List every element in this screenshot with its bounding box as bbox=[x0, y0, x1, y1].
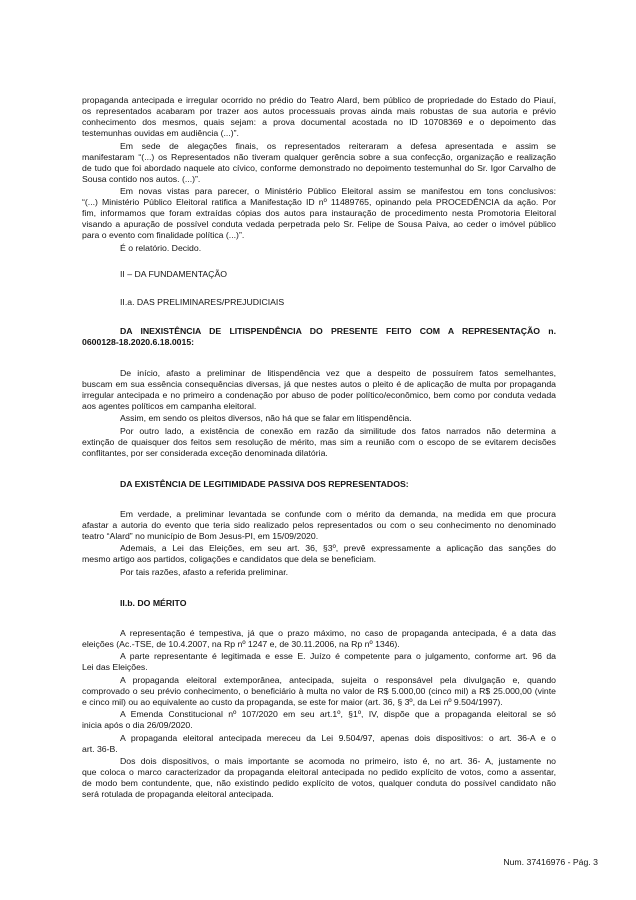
paragraph-merito-6 bbox=[82, 756, 556, 800]
text-line: Ademais, a Lei das Eleições, em seu art. 36, §3º, prevê expressamente a aplicação das sanções do bbox=[120, 543, 556, 553]
text-line: eleições (Ac.-TSE, de 10.4.2007, na Rp nº 1247 e, de 30.11.2006, na Rp nº 1346). bbox=[82, 638, 400, 649]
section-heading-fundamentacao: II – DA FUNDAMENTAÇÃO bbox=[120, 268, 227, 279]
text-line: A representação é tempestiva, já que o prazo máximo, no caso de propaganda antecipada, é a data das bbox=[120, 627, 556, 638]
topic-heading-litispendencia bbox=[82, 326, 556, 348]
paragraph-litispendencia-1 bbox=[82, 368, 556, 412]
report-conclusion: É o relatório. Decido. bbox=[120, 242, 202, 253]
text-line: “(...) Ministério Público Eleitoral ratifica a Manifestação ID nº 11489765, opinando pela PROCEDÊNCIA da ação. Por bbox=[82, 197, 556, 207]
text-line: e cinco mil) ou ao equivalente ao custo da propaganda, se este for maior (art. 36, § 3º, da Lei nº 9.504/1997). bbox=[82, 696, 503, 707]
text-line: Em verdade, a preliminar levantada se confunde com o mérito da demanda, na medida em que procura bbox=[120, 508, 556, 519]
text-line: para o evento com finalidade política (...)”. bbox=[82, 230, 245, 240]
text-line: irregular antecipada e no primeiro a condenação por abuso de poder político/econômico, bem como por conduta vedada bbox=[82, 389, 556, 400]
text-line: Em novas vistas para parecer, o Ministério Público Eleitoral assim se manifestou em tons conclusivos: bbox=[120, 186, 556, 196]
paragraph-merito-1 bbox=[82, 628, 556, 650]
text-line: propaganda antecipada e irregular ocorrido no prédio do Teatro Alard, bem público de propriedade do Estado do Piauí, bbox=[82, 95, 556, 105]
paragraph-litispendencia-3 bbox=[82, 426, 556, 459]
text-line: A Emenda Constitucional nº 107/2020 em seu art.1º, §1º, IV, dispõe que a propaganda eleitoral se só bbox=[120, 709, 556, 719]
text-line: Lei das Eleições. bbox=[82, 662, 148, 672]
text-line: Sousa contido nos autos. (...)”. bbox=[82, 173, 201, 184]
document-body bbox=[82, 95, 556, 800]
text-line: testemunhas ouvidas em audiência (...)”. bbox=[82, 128, 239, 138]
paragraph-legitimidade-3: Por tais razões, afasto a referida preliminar. bbox=[120, 566, 289, 577]
text-line: que coloca o marco caracterizador da propaganda eleitoral antecipada no pedido explícito de votos, como a assentar, bbox=[82, 767, 556, 777]
text-line: DA INEXISTÊNCIA DE LITISPENDÊNCIA DO PRESENTE FEITO COM A REPRESENTAÇÃO n. bbox=[120, 325, 556, 336]
text-line: A propaganda eleitoral antecipada mereceu da Lei 9.504/97, apenas dois dispositivos: o art. 36-A e o bbox=[120, 732, 556, 743]
paragraph-legitimidade-2 bbox=[82, 543, 556, 565]
text-line: de tudo que foi abordado naquele ato cívico, conforme demonstrado no depoimento testemunhal do Sr. Igor Carvalho de bbox=[82, 162, 556, 173]
text-line: fim, informamos que foram extraídas cópias dos autos para instauração de procedimento nesta Promotoria Eleitoral bbox=[82, 208, 556, 218]
text-line: afastar a autoria do evento que teria sido realizado pelos representados ou com o seu conhecimento no denominado bbox=[82, 519, 556, 530]
text-line: extinção de quaisquer dos feitos sem resolução de mérito, mas sim a reunião com o escopo de se evitarem decisões bbox=[82, 436, 556, 447]
paragraph-final-allegations bbox=[82, 141, 556, 185]
text-line: Dos dois dispositivos, o mais importante se acomoda no primeiro, isto é, no art. 36- A, justamente no bbox=[120, 756, 556, 766]
text-line: mesmo artigo aos partidos, coligações e candidatos que dela se beneficiam. bbox=[82, 554, 377, 564]
text-line: de modo bem contundente, que, não existindo pedido explícito de votos, qualquer conduta do possível candidato não bbox=[82, 778, 556, 788]
paragraph-merito-5 bbox=[82, 733, 556, 755]
paragraph-merito-2 bbox=[82, 651, 556, 673]
text-line: manifestaram “(...) os Representados não tiveram qualquer gerência sobre a sua confecção, organização e realização bbox=[82, 151, 556, 162]
text-line: conflitantes, por ser considerada exceção denominada dilatória. bbox=[82, 447, 328, 458]
text-line: comprovado o seu prévio conhecimento, o beneficiário à multa no valor de R$ 5.000,00 (cinco mil) a R$ 25.000,00 (vinte bbox=[82, 685, 556, 696]
text-line: De início, afasto a preliminar de litispendência vez que a despeito de possuírem fatos semelhantes, bbox=[120, 367, 556, 378]
text-line: 0600128-18.2020.6.18.0015: bbox=[82, 336, 195, 347]
text-line: A propaganda eleitoral extemporânea, antecipada, sujeita o responsável pela divulgação e, quando bbox=[120, 674, 556, 685]
text-line: teatro “Alard” no município de Bom Jesus-PI, em 15/09/2020. bbox=[82, 530, 319, 541]
paragraph-litispendencia-2: Assim, em sendo os pleitos diversos, não há que se falar em litispendência. bbox=[120, 413, 412, 423]
subsection-heading-merito: II.b. DO MÉRITO bbox=[120, 597, 187, 608]
text-line: os representados acabaram por trazer aos autos processuais provas ainda mais robustas de sua autoria e prévio bbox=[82, 106, 556, 116]
paragraph-prosecutor-opinion bbox=[82, 186, 556, 241]
text-line: será rotulada de propaganda eleitoral antecipada. bbox=[82, 789, 274, 799]
paragraph-continuation bbox=[82, 95, 556, 139]
text-line: buscam em sua essência consequências diversas, já que nestes autos o pleito é de aplicação de multa por propaganda bbox=[82, 378, 556, 389]
text-line: art. 36-B. bbox=[82, 743, 118, 754]
text-line: Em sede de alegações finais, os representados reiteraram a defesa apresentada e assim se bbox=[120, 140, 556, 151]
text-line: A parte representante é legitimada e esse E. Juízo é competente para o julgamento, conforme art. 96 da bbox=[120, 651, 556, 661]
subsection-heading-preliminares: II.a. DAS PRELIMINARES/PREJUDICIAIS bbox=[120, 296, 285, 307]
topic-heading-legitimidade: DA EXISTÊNCIA DE LEGITIMIDADE PASSIVA DOS REPRESENTADOS: bbox=[120, 478, 409, 489]
paragraph-merito-4 bbox=[82, 709, 556, 731]
page-footer-reference: Num. 37416976 - Pág. 3 bbox=[503, 857, 598, 867]
text-line: Por outro lado, a existência de conexão em razão da similitude dos fatos narrados não determina a bbox=[120, 425, 556, 436]
text-line: aos agentes políticos em campanha eleitoral. bbox=[82, 400, 257, 411]
paragraph-legitimidade-1 bbox=[82, 509, 556, 542]
paragraph-merito-3 bbox=[82, 675, 556, 708]
text-line: inicia após o dia 26/09/2020. bbox=[82, 720, 193, 730]
text-line: conhecimento dos mesmos, quais sejam: a prova documental acostada no ID 10708369 e o depoimento das bbox=[82, 117, 556, 127]
text-line: visando a apuração de possível conduta vedada perpetrada pelo Sr. Felipe de Sousa Paiva, ao ceder o imóvel público bbox=[82, 219, 556, 229]
